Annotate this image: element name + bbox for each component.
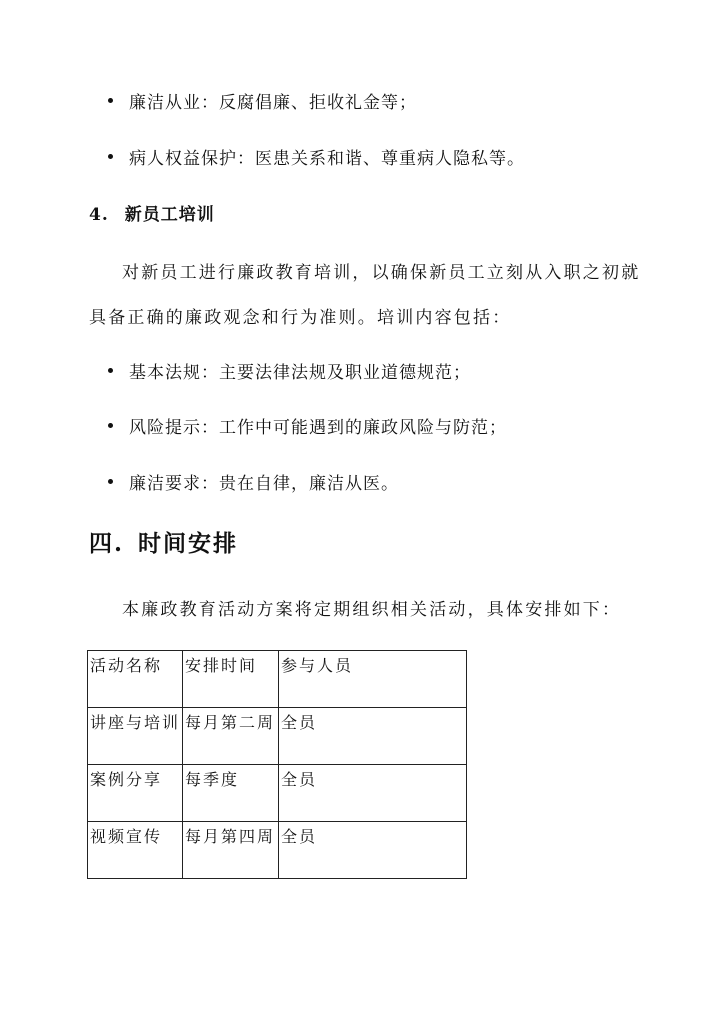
table-cell: 全员: [279, 708, 467, 765]
table-cell: 视频宣传: [88, 822, 183, 879]
schedule-table: [87, 650, 467, 879]
table-cell: 每季度: [183, 765, 279, 822]
bullet-icon: [108, 368, 113, 373]
bullet-icon: [108, 154, 113, 159]
table-header-row: [88, 651, 467, 708]
table-header-cell: 活动名称: [88, 651, 183, 708]
table-row: [88, 708, 467, 765]
table-header-cell: 参与人员: [279, 651, 467, 708]
list-item: [108, 413, 507, 438]
paragraph-line: 对新员工进行廉政教育培训，以确保新员工立刻从入职之初就: [122, 263, 641, 283]
list-item-text: 廉洁从业：反腐倡廉、拒收礼金等；: [129, 93, 417, 113]
table-cell: 全员: [279, 765, 467, 822]
table-cell: 全员: [279, 822, 467, 879]
list-item-text: 风险提示：工作中可能遇到的廉政风险与防范；: [129, 418, 507, 438]
list-item: [108, 358, 471, 383]
list-item-text: 廉洁要求：贵在自律，廉洁从医。: [129, 474, 399, 494]
bullet-icon: [108, 423, 113, 428]
table-header-cell: 安排时间: [183, 651, 279, 708]
table-cell: 案例分享: [88, 765, 183, 822]
list-item-text: 基本法规：主要法律法规及职业道德规范；: [129, 363, 471, 383]
bullet-icon: [108, 98, 113, 103]
table-row: [88, 765, 467, 822]
subsection-title: 新员工培训: [124, 205, 215, 225]
section-title: 时间安排: [138, 530, 239, 557]
list-item-text: 病人权益保护：医患关系和谐、尊重病人隐私等。: [129, 149, 525, 169]
subsection-heading: [89, 200, 215, 225]
table-cell: 讲座与培训: [88, 708, 183, 765]
paragraph-line: 具备正确的廉政观念和行为准则。培训内容包括：: [89, 308, 512, 328]
subsection-number: 4.: [89, 205, 109, 225]
bullet-icon: [108, 479, 113, 484]
section-number: 四.: [89, 530, 125, 557]
list-item: [108, 144, 525, 169]
paragraph-line: 本廉政教育活动方案将定期组织相关活动，具体安排如下：: [122, 600, 622, 620]
list-item: [108, 469, 399, 494]
table-cell: 每月第二周: [183, 708, 279, 765]
list-item: [108, 88, 417, 113]
section-heading: [89, 525, 238, 558]
table-cell: 每月第四周: [183, 822, 279, 879]
table-row: [88, 822, 467, 879]
